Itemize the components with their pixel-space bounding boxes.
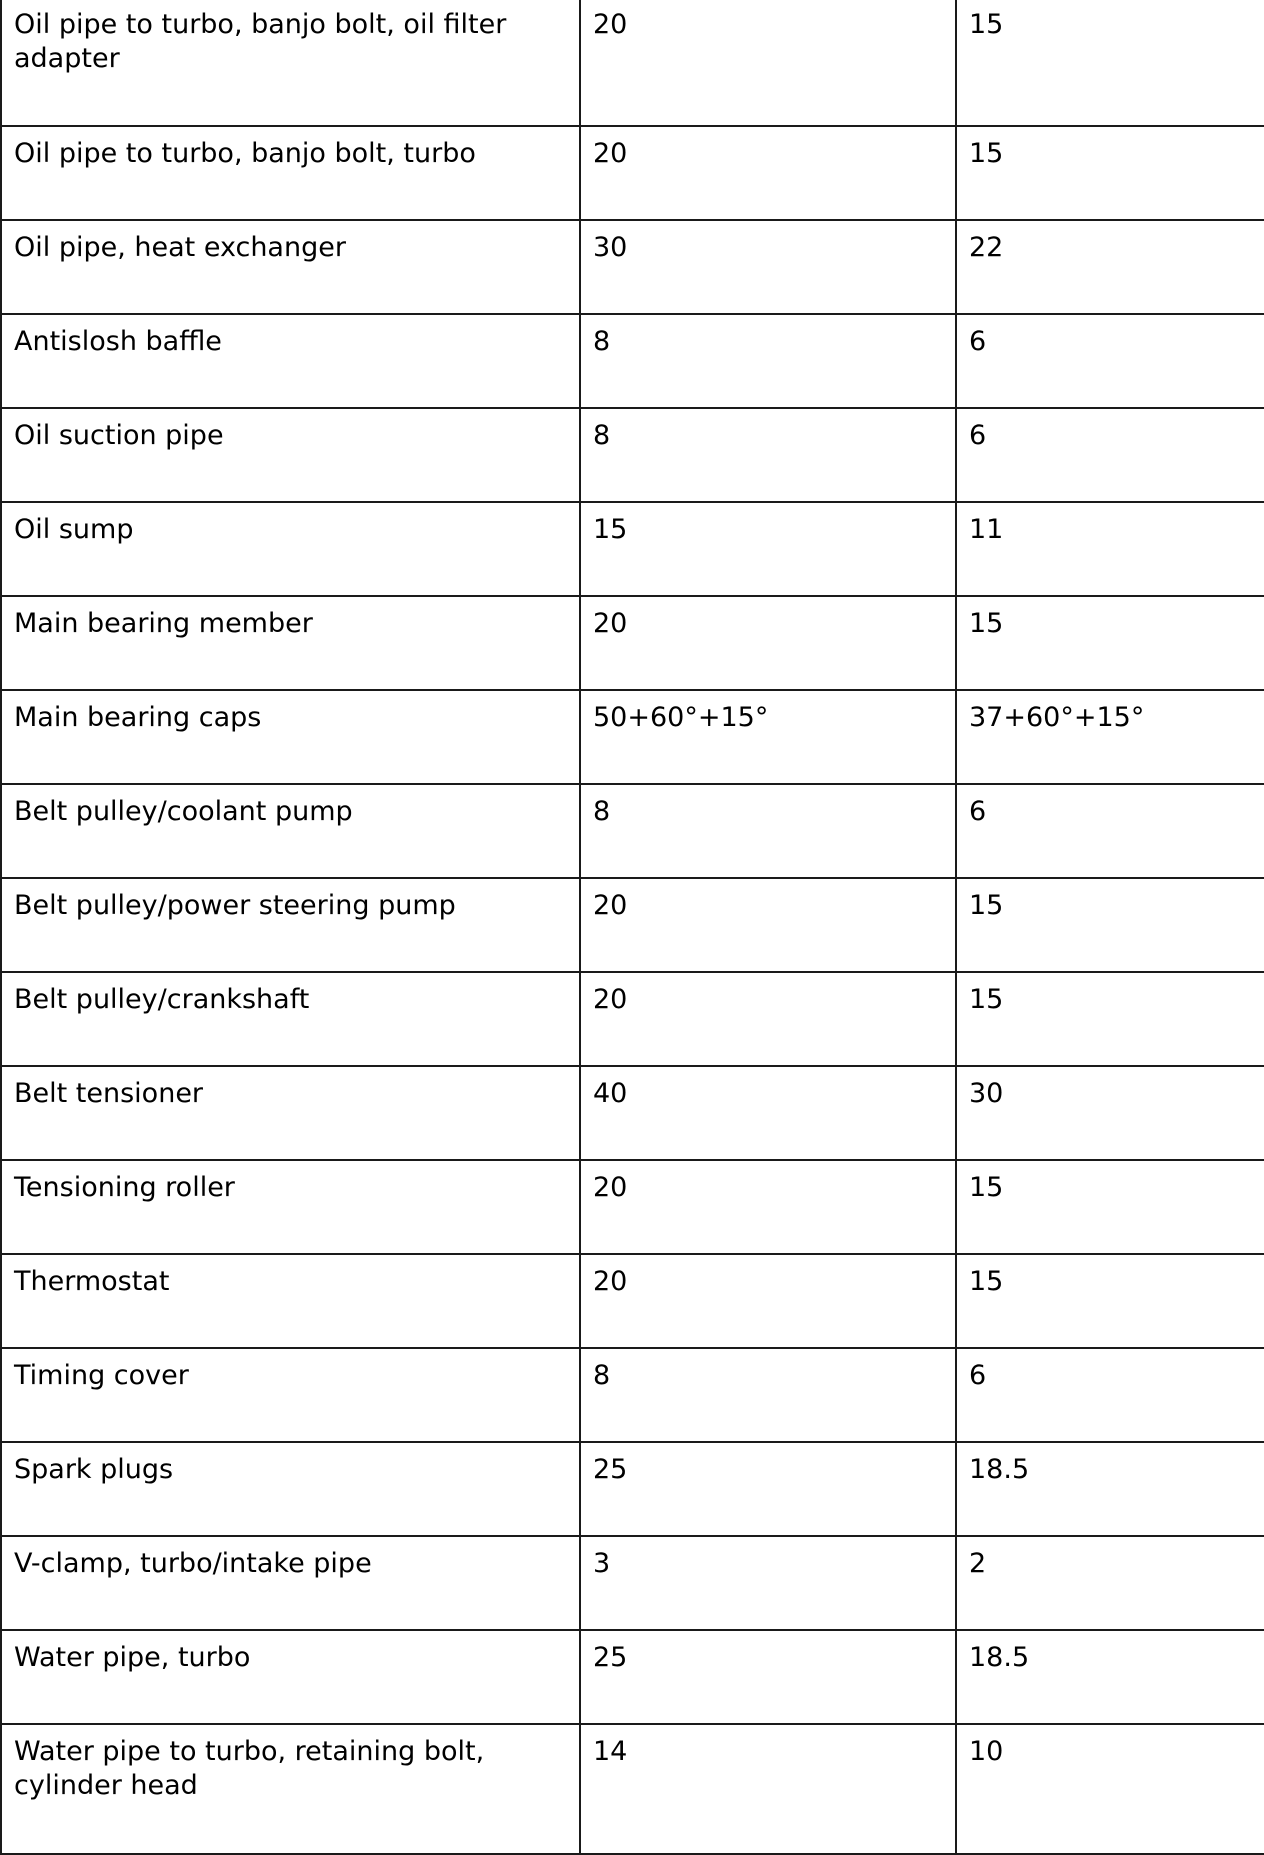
cell-nm: 8 — [580, 1348, 956, 1442]
cell-nm: 20 — [580, 972, 956, 1066]
cell-item: Belt tensioner — [1, 1066, 580, 1160]
cell-item: Main bearing caps — [1, 690, 580, 784]
cell-nm: 8 — [580, 314, 956, 408]
cell-item: Belt pulley/coolant pump — [1, 784, 580, 878]
cell-nm: 20 — [580, 0, 956, 126]
cell-item: Timing cover — [1, 1348, 580, 1442]
cell-lbft: 6 — [956, 1348, 1264, 1442]
table-row — [1, 690, 1264, 784]
table-row — [1, 1066, 1264, 1160]
cell-item: V-clamp, turbo/intake pipe — [1, 1536, 580, 1630]
cell-nm: 25 — [580, 1442, 956, 1536]
cell-item: Oil pipe to turbo, banjo bolt, oil filter adapter — [1, 0, 580, 126]
cell-lbft: 15 — [956, 878, 1264, 972]
cell-lbft: 15 — [956, 1254, 1264, 1348]
cell-nm: 40 — [580, 1066, 956, 1160]
table-row — [1, 878, 1264, 972]
cell-lbft: 2 — [956, 1536, 1264, 1630]
cell-lbft: 10 — [956, 1724, 1264, 1854]
cell-lbft: 15 — [956, 0, 1264, 126]
cell-item: Antislosh baffle — [1, 314, 580, 408]
table-row — [1, 1442, 1264, 1536]
table-row — [1, 596, 1264, 690]
cell-lbft: 11 — [956, 502, 1264, 596]
cell-lbft: 15 — [956, 1160, 1264, 1254]
table-row — [1, 408, 1264, 502]
cell-item: Oil pipe, heat exchanger — [1, 220, 580, 314]
table-row — [1, 314, 1264, 408]
cell-nm: 20 — [580, 126, 956, 220]
cell-item: Oil suction pipe — [1, 408, 580, 502]
cell-lbft: 15 — [956, 126, 1264, 220]
table-row — [1, 126, 1264, 220]
cell-nm: 20 — [580, 878, 956, 972]
table-row — [1, 972, 1264, 1066]
table-row — [1, 1724, 1264, 1854]
cell-lbft: 30 — [956, 1066, 1264, 1160]
cell-item: Water pipe to turbo, retaining bolt, cylinder head — [1, 1724, 580, 1854]
cell-lbft: 37+60°+15° — [956, 690, 1264, 784]
cell-item: Water pipe, turbo — [1, 1630, 580, 1724]
cell-nm: 3 — [580, 1536, 956, 1630]
cell-item: Tensioning roller — [1, 1160, 580, 1254]
cell-item: Belt pulley/crankshaft — [1, 972, 580, 1066]
cell-nm: 15 — [580, 502, 956, 596]
cell-item: Belt pulley/power steering pump — [1, 878, 580, 972]
table-row — [1, 1254, 1264, 1348]
cell-nm: 20 — [580, 1160, 956, 1254]
cell-lbft: 6 — [956, 314, 1264, 408]
cell-lbft: 15 — [956, 972, 1264, 1066]
cell-nm: 20 — [580, 1254, 956, 1348]
cell-nm: 30 — [580, 220, 956, 314]
table-row — [1, 220, 1264, 314]
cell-lbft: 6 — [956, 408, 1264, 502]
table-row — [1, 1536, 1264, 1630]
table-body — [1, 0, 1264, 1854]
cell-nm: 25 — [580, 1630, 956, 1724]
cell-item: Oil pipe to turbo, banjo bolt, turbo — [1, 126, 580, 220]
cell-item: Main bearing member — [1, 596, 580, 690]
cell-lbft: 6 — [956, 784, 1264, 878]
cell-lbft: 18.5 — [956, 1442, 1264, 1536]
table-row — [1, 1348, 1264, 1442]
cell-nm: 8 — [580, 784, 956, 878]
cell-item: Oil sump — [1, 502, 580, 596]
cell-lbft: 22 — [956, 220, 1264, 314]
cell-lbft: 18.5 — [956, 1630, 1264, 1724]
table-row — [1, 1630, 1264, 1724]
cell-nm: 8 — [580, 408, 956, 502]
cell-nm: 20 — [580, 596, 956, 690]
cell-nm: 14 — [580, 1724, 956, 1854]
table-row — [1, 784, 1264, 878]
cell-item: Spark plugs — [1, 1442, 580, 1536]
cell-item: Thermostat — [1, 1254, 580, 1348]
cell-lbft: 15 — [956, 596, 1264, 690]
table-row — [1, 1160, 1264, 1254]
cell-nm: 50+60°+15° — [580, 690, 956, 784]
table-row — [1, 502, 1264, 596]
table-row — [1, 0, 1264, 126]
